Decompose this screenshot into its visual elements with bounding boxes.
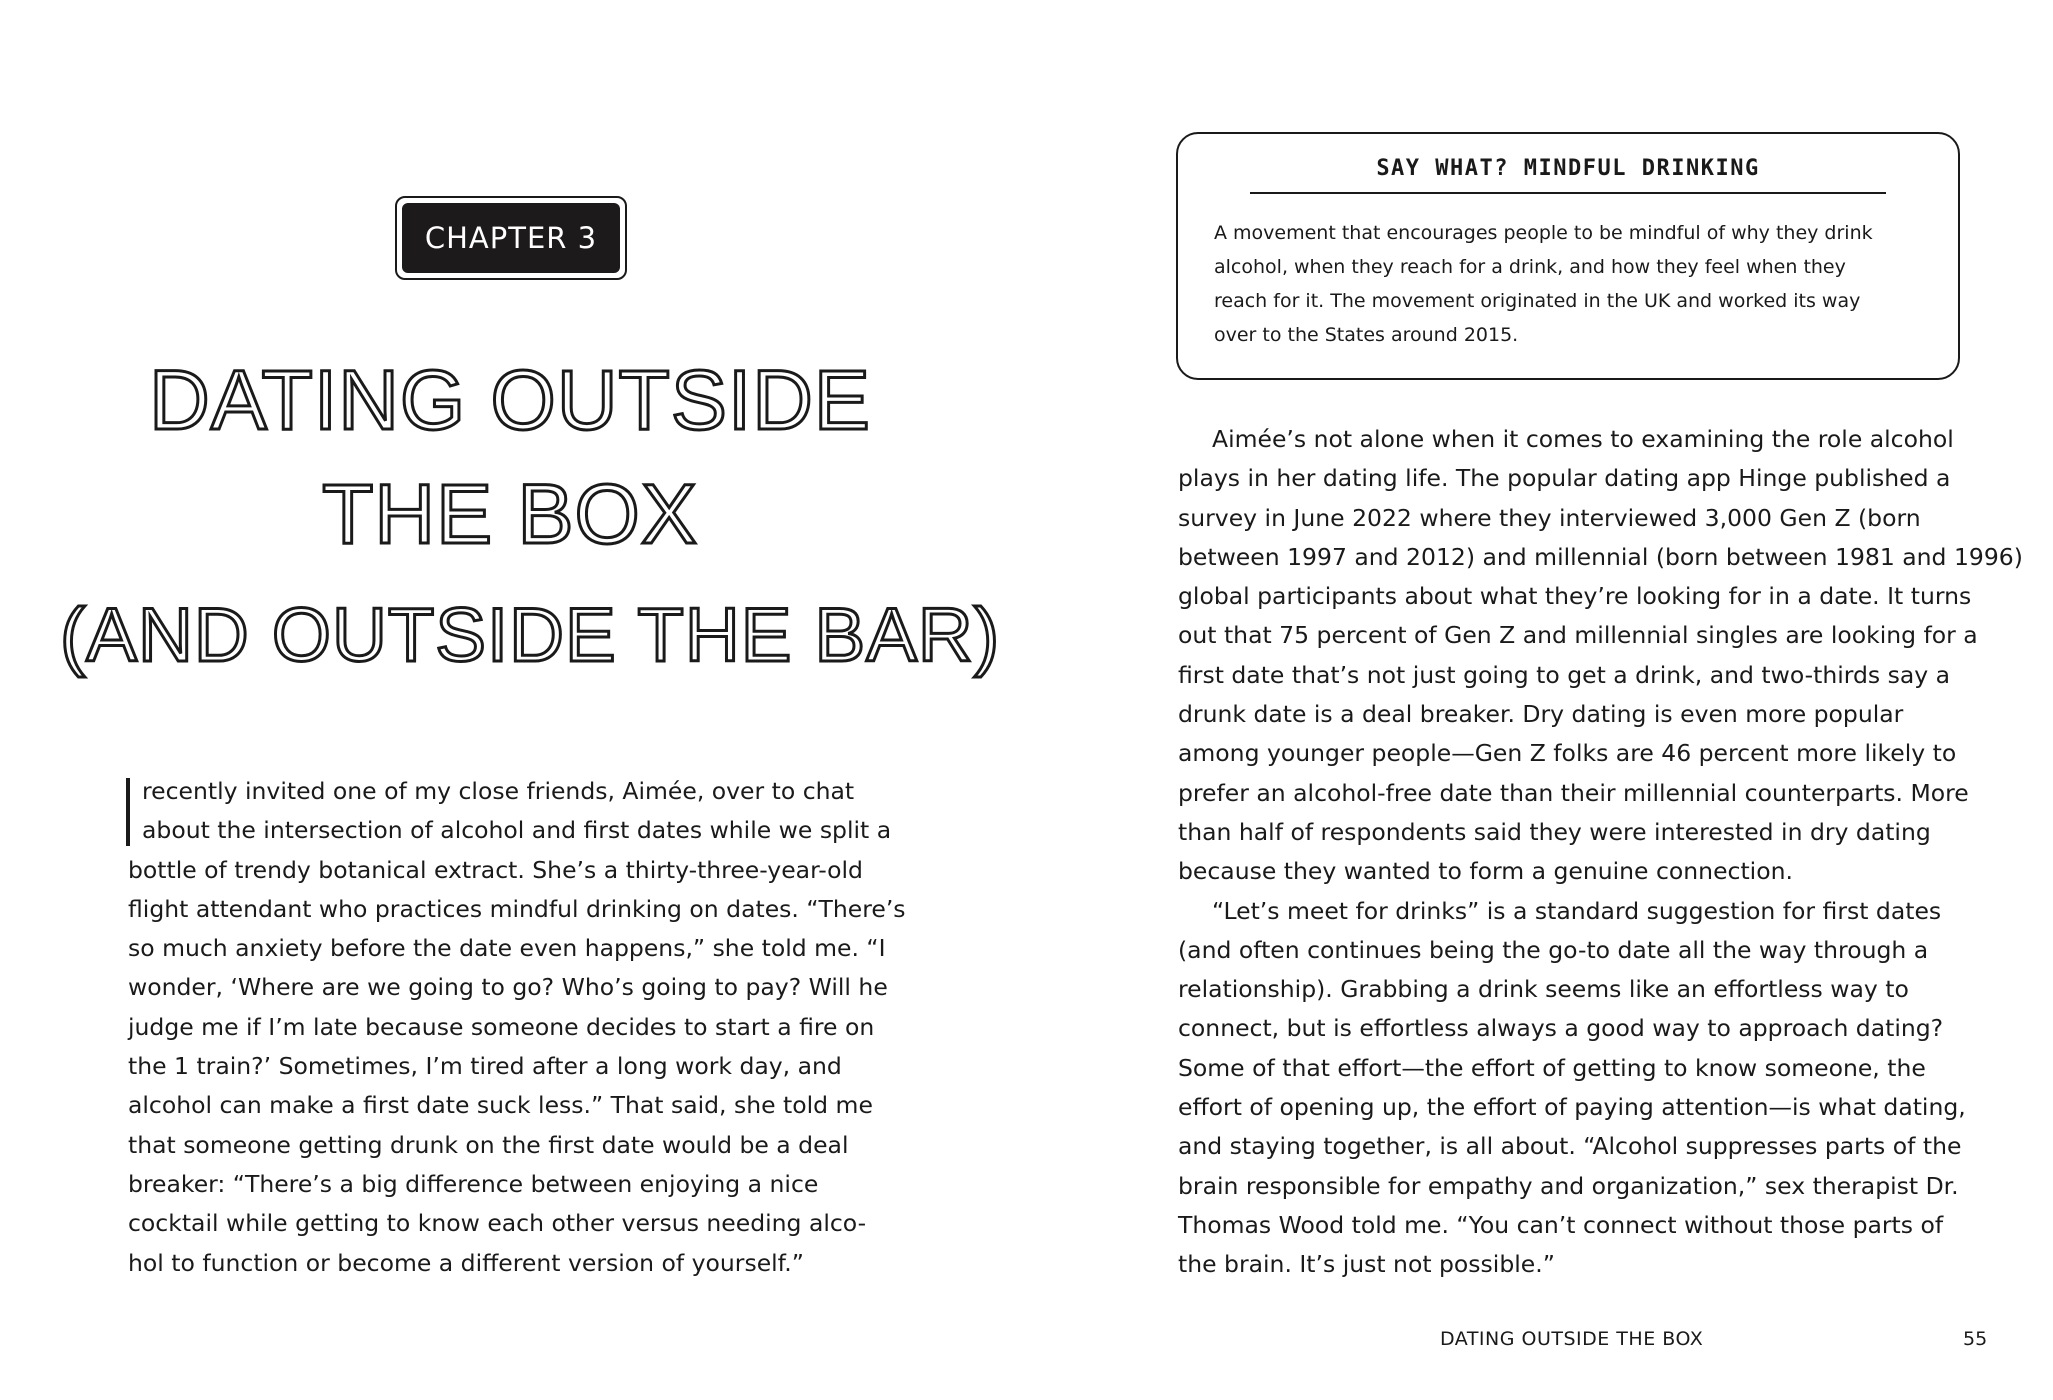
- body-line: hol to function or become a different version of yourself.”: [128, 1248, 804, 1277]
- body-line: so much anxiety before the date even happens,” she told me. “I: [128, 934, 886, 963]
- chapter-badge: [395, 196, 627, 280]
- body-line: between 1997 and 2012) and millennial (born between 1981 and 1996): [1178, 542, 2023, 571]
- running-footer: DATING OUTSIDE THE BOX: [1440, 1328, 1704, 1350]
- body-line: [128, 772, 908, 811]
- body-line: “Let’s meet for drinks” is a standard suggestion for first dates: [1212, 896, 1942, 925]
- drop-cap-i: [126, 778, 130, 846]
- body-line: prefer an alcohol-free date than their millennial counterparts. More: [1178, 778, 1969, 807]
- body-line: wonder, ‘Where are we going to go? Who’s going to pay? Will he: [128, 973, 888, 1002]
- chapter-title-line-1: DATING OUTSIDE: [149, 353, 871, 447]
- body-line: alcohol can make a first date suck less.” That said, she told me: [128, 1091, 873, 1120]
- body-line: connect, but is effortless always a good way to approach dating?: [1178, 1014, 1944, 1043]
- left-page: [0, 0, 1020, 1400]
- left-body-text: [128, 772, 908, 1283]
- body-line: than half of respondents said they were interested in dry dating: [1178, 817, 1931, 846]
- right-body-text: [1178, 420, 2023, 1285]
- body-line: Some of that effort—the effort of getting to know someone, the: [1178, 1053, 1926, 1082]
- sidebar-divider: [1250, 192, 1886, 194]
- body-line: the 1 train?’ Sometimes, I’m tired after a long work day, and: [128, 1052, 842, 1081]
- body-line-text: recently invited one of my close friends, Aimée, over to chat: [142, 777, 855, 805]
- body-line: flight attendant who practices mindful drinking on dates. “There’s: [128, 894, 906, 923]
- sidebar-line: alcohol, when they reach for a drink, and how they feel when they: [1214, 256, 1846, 278]
- sidebar-line: A movement that encourages people to be mindful of why they drink: [1214, 222, 1873, 244]
- body-line: survey in June 2022 where they interviewed 3,000 Gen Z (born: [1178, 503, 1921, 532]
- body-line: judge me if I’m late because someone decides to start a fire on: [128, 1012, 875, 1041]
- body-line: effort of opening up, the effort of paying attention—is what dating,: [1178, 1093, 1966, 1122]
- body-line: among younger people—Gen Z folks are 46 percent more likely to: [1178, 739, 1957, 768]
- chapter-subtitle: (AND OUTSIDE THE BAR): [60, 593, 1001, 678]
- body-line: and staying together, is all about. “Alcohol suppresses parts of the: [1178, 1132, 1962, 1161]
- body-line: relationship). Grabbing a drink seems like an effortless way to: [1178, 975, 1909, 1004]
- sidebar-body: [1214, 216, 1873, 352]
- chapter-label: CHAPTER 3: [402, 203, 620, 273]
- body-line: drunk date is a deal breaker. Dry dating is even more popular: [1178, 700, 1904, 729]
- sidebar-heading: SAY WHAT? MINDFUL DRINKING: [1376, 156, 1760, 181]
- body-line: about the intersection of alcohol and first dates while we split a: [142, 816, 892, 845]
- body-line: (and often continues being the go-to date all the way through a: [1178, 935, 1929, 964]
- body-line: breaker: “There’s a big difference between enjoying a nice: [128, 1169, 819, 1198]
- body-line: plays in her dating life. The popular dating app Hinge published a: [1178, 464, 1951, 493]
- body-line: cocktail while getting to know each other versus needing alco-: [128, 1209, 867, 1238]
- body-line: bottle of trendy botanical extract. She’s a thirty-three-year-old: [128, 855, 863, 884]
- chapter-title-line-2: THE BOX: [322, 467, 698, 561]
- body-line: out that 75 percent of Gen Z and millennial singles are looking for a: [1178, 621, 1978, 650]
- right-page: [1020, 0, 2053, 1400]
- sidebar-line: reach for it. The movement originated in the UK and worked its way: [1214, 290, 1861, 312]
- body-line: because they wanted to form a genuine connection.: [1178, 857, 1793, 886]
- sidebar-definition-box: [1176, 132, 1960, 380]
- body-line: brain responsible for empathy and organization,” sex therapist Dr.: [1178, 1171, 1959, 1200]
- sidebar-line: over to the States around 2015.: [1214, 324, 1519, 346]
- body-line: global participants about what they’re looking for in a date. It turns: [1178, 582, 1972, 611]
- body-line: first date that’s not just going to get a drink, and two-thirds say a: [1178, 660, 1951, 689]
- page-number: 55: [1963, 1328, 1988, 1350]
- body-line: Aimée’s not alone when it comes to examining the role alcohol: [1212, 425, 1954, 453]
- body-line: the brain. It’s just not possible.”: [1178, 1250, 1555, 1279]
- body-line: that someone getting drunk on the first date would be a deal: [128, 1130, 849, 1159]
- body-line: Thomas Wood told me. “You can’t connect without those parts of: [1178, 1210, 1944, 1239]
